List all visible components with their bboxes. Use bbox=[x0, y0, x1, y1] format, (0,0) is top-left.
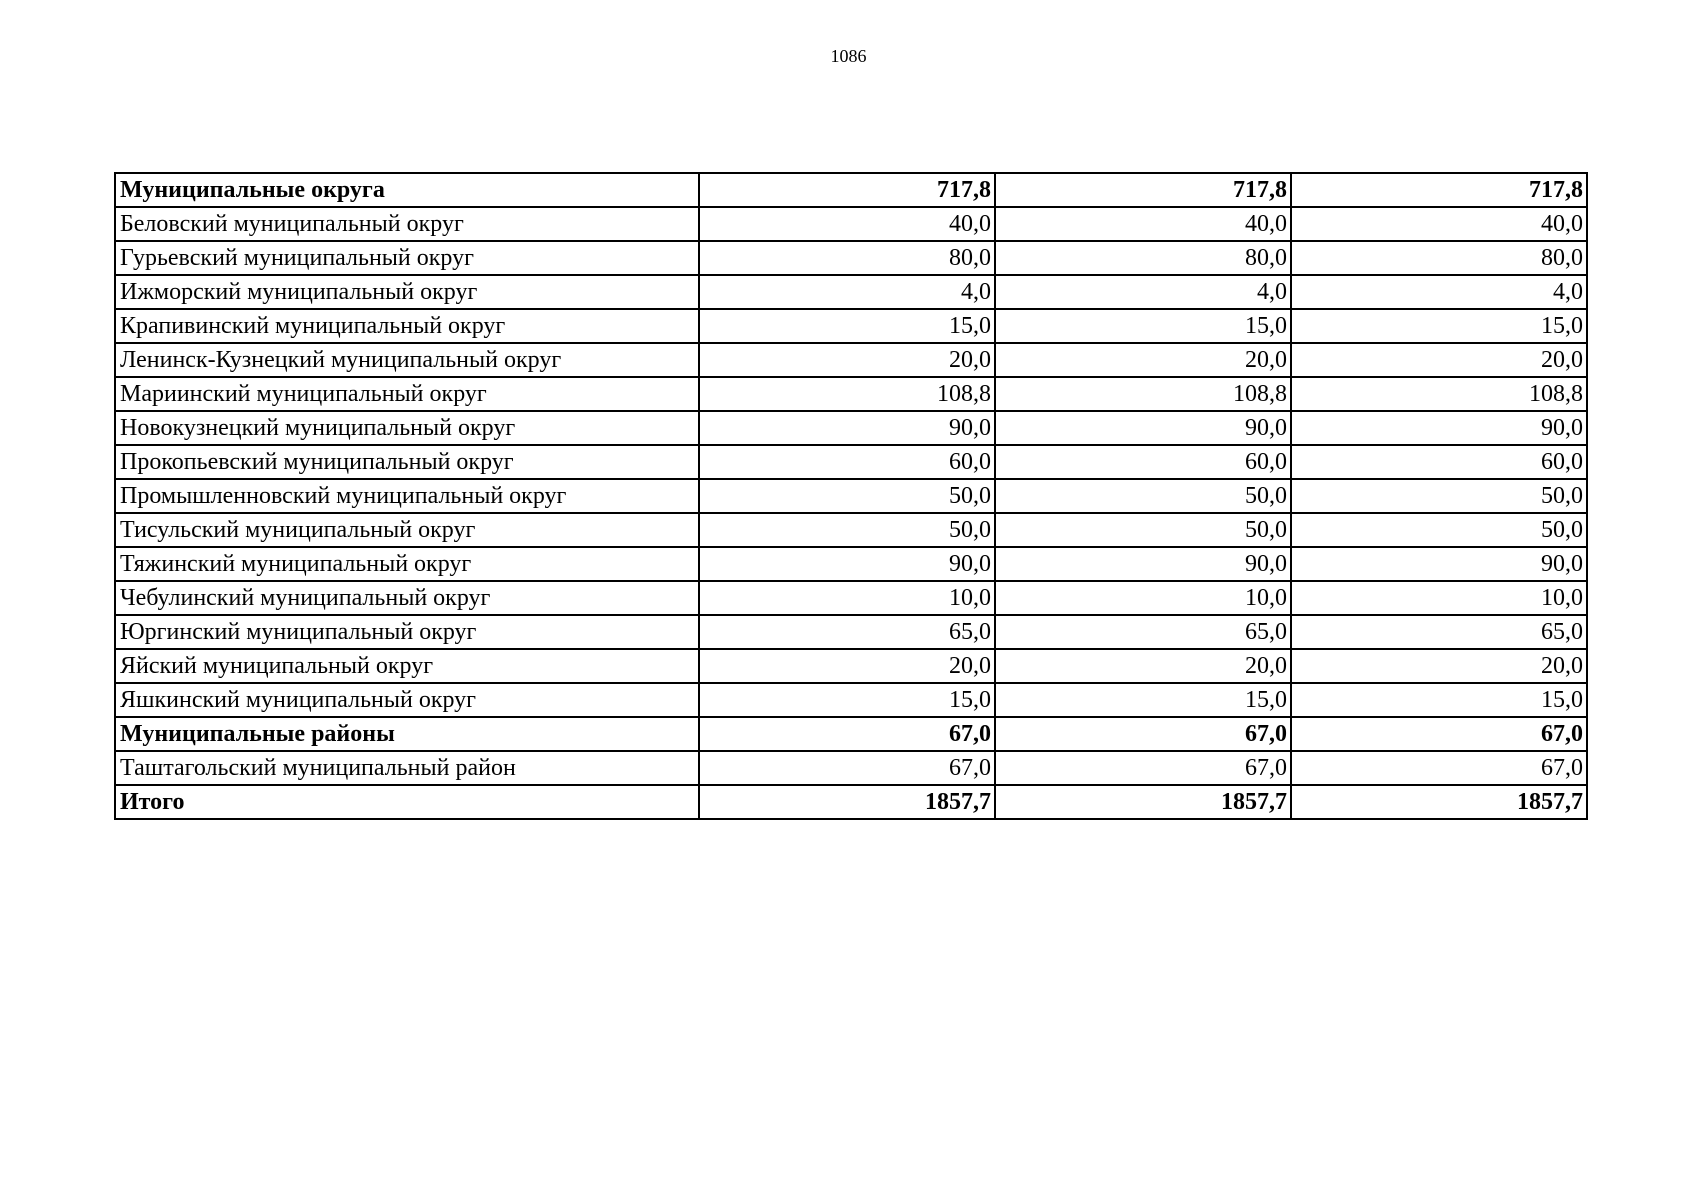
value-cell-2: 15,0 bbox=[995, 309, 1291, 343]
table-row bbox=[115, 275, 1587, 309]
row-label-cell: Новокузнецкий муниципальный округ bbox=[115, 411, 699, 445]
value-cell-3: 1857,7 bbox=[1291, 785, 1587, 819]
value-cell-1: 20,0 bbox=[699, 649, 995, 683]
value-cell-2: 67,0 bbox=[995, 717, 1291, 751]
row-label-cell: Муниципальные округа bbox=[115, 173, 699, 207]
value-cell-1: 717,8 bbox=[699, 173, 995, 207]
value-cell-3: 50,0 bbox=[1291, 513, 1587, 547]
table-row bbox=[115, 547, 1587, 581]
data-table bbox=[114, 172, 1588, 820]
row-label-cell: Гурьевский муниципальный округ bbox=[115, 241, 699, 275]
row-label-cell: Таштагольский муниципальный район bbox=[115, 751, 699, 785]
table-row bbox=[115, 683, 1587, 717]
row-label-cell: Беловский муниципальный округ bbox=[115, 207, 699, 241]
table-row bbox=[115, 513, 1587, 547]
value-cell-3: 15,0 bbox=[1291, 683, 1587, 717]
row-label-cell: Итого bbox=[115, 785, 699, 819]
table-row bbox=[115, 615, 1587, 649]
value-cell-2: 65,0 bbox=[995, 615, 1291, 649]
value-cell-1: 40,0 bbox=[699, 207, 995, 241]
table-row bbox=[115, 649, 1587, 683]
value-cell-1: 15,0 bbox=[699, 683, 995, 717]
value-cell-3: 717,8 bbox=[1291, 173, 1587, 207]
value-cell-3: 90,0 bbox=[1291, 547, 1587, 581]
value-cell-1: 90,0 bbox=[699, 411, 995, 445]
table-row bbox=[115, 717, 1587, 751]
value-cell-1: 65,0 bbox=[699, 615, 995, 649]
value-cell-1: 60,0 bbox=[699, 445, 995, 479]
value-cell-3: 50,0 bbox=[1291, 479, 1587, 513]
value-cell-1: 20,0 bbox=[699, 343, 995, 377]
value-cell-3: 15,0 bbox=[1291, 309, 1587, 343]
page-number: 1086 bbox=[830, 46, 867, 66]
row-label-cell: Крапивинский муниципальный округ bbox=[115, 309, 699, 343]
row-label-cell: Яйский муниципальный округ bbox=[115, 649, 699, 683]
value-cell-3: 67,0 bbox=[1291, 751, 1587, 785]
value-cell-3: 67,0 bbox=[1291, 717, 1587, 751]
table-row bbox=[115, 445, 1587, 479]
value-cell-2: 10,0 bbox=[995, 581, 1291, 615]
value-cell-2: 4,0 bbox=[995, 275, 1291, 309]
row-label-cell: Муниципальные районы bbox=[115, 717, 699, 751]
value-cell-2: 20,0 bbox=[995, 649, 1291, 683]
value-cell-3: 90,0 bbox=[1291, 411, 1587, 445]
value-cell-1: 108,8 bbox=[699, 377, 995, 411]
value-cell-2: 50,0 bbox=[995, 513, 1291, 547]
value-cell-2: 40,0 bbox=[995, 207, 1291, 241]
value-cell-2: 67,0 bbox=[995, 751, 1291, 785]
value-cell-1: 50,0 bbox=[699, 479, 995, 513]
value-cell-2: 60,0 bbox=[995, 445, 1291, 479]
value-cell-2: 717,8 bbox=[995, 173, 1291, 207]
table-row bbox=[115, 207, 1587, 241]
value-cell-2: 90,0 bbox=[995, 411, 1291, 445]
value-cell-3: 60,0 bbox=[1291, 445, 1587, 479]
row-label-cell: Ленинск-Кузнецкий муниципальный округ bbox=[115, 343, 699, 377]
value-cell-2: 20,0 bbox=[995, 343, 1291, 377]
table-body bbox=[115, 173, 1587, 819]
row-label-cell: Юргинский муниципальный округ bbox=[115, 615, 699, 649]
row-label-cell: Прокопьевский муниципальный округ bbox=[115, 445, 699, 479]
table-row bbox=[115, 309, 1587, 343]
value-cell-3: 4,0 bbox=[1291, 275, 1587, 309]
table-row bbox=[115, 751, 1587, 785]
table-row bbox=[115, 377, 1587, 411]
table-row bbox=[115, 343, 1587, 377]
value-cell-2: 1857,7 bbox=[995, 785, 1291, 819]
table-row bbox=[115, 785, 1587, 819]
row-label-cell: Мариинский муниципальный округ bbox=[115, 377, 699, 411]
value-cell-1: 15,0 bbox=[699, 309, 995, 343]
value-cell-1: 90,0 bbox=[699, 547, 995, 581]
value-cell-3: 20,0 bbox=[1291, 649, 1587, 683]
value-cell-2: 15,0 bbox=[995, 683, 1291, 717]
value-cell-2: 80,0 bbox=[995, 241, 1291, 275]
value-cell-1: 50,0 bbox=[699, 513, 995, 547]
row-label-cell: Ижморский муниципальный округ bbox=[115, 275, 699, 309]
table-row bbox=[115, 411, 1587, 445]
table-row bbox=[115, 581, 1587, 615]
value-cell-2: 50,0 bbox=[995, 479, 1291, 513]
value-cell-3: 80,0 bbox=[1291, 241, 1587, 275]
value-cell-1: 67,0 bbox=[699, 751, 995, 785]
row-label-cell: Тисульский муниципальный округ bbox=[115, 513, 699, 547]
value-cell-1: 10,0 bbox=[699, 581, 995, 615]
row-label-cell: Промышленновский муниципальный округ bbox=[115, 479, 699, 513]
value-cell-3: 40,0 bbox=[1291, 207, 1587, 241]
table-row bbox=[115, 241, 1587, 275]
value-cell-1: 4,0 bbox=[699, 275, 995, 309]
value-cell-2: 108,8 bbox=[995, 377, 1291, 411]
value-cell-3: 65,0 bbox=[1291, 615, 1587, 649]
value-cell-3: 10,0 bbox=[1291, 581, 1587, 615]
value-cell-3: 108,8 bbox=[1291, 377, 1587, 411]
row-label-cell: Яшкинский муниципальный округ bbox=[115, 683, 699, 717]
row-label-cell: Тяжинский муниципальный округ bbox=[115, 547, 699, 581]
value-cell-1: 67,0 bbox=[699, 717, 995, 751]
value-cell-3: 20,0 bbox=[1291, 343, 1587, 377]
value-cell-2: 90,0 bbox=[995, 547, 1291, 581]
table-row bbox=[115, 479, 1587, 513]
row-label-cell: Чебулинский муниципальный округ bbox=[115, 581, 699, 615]
table-row bbox=[115, 173, 1587, 207]
value-cell-1: 80,0 bbox=[699, 241, 995, 275]
value-cell-1: 1857,7 bbox=[699, 785, 995, 819]
